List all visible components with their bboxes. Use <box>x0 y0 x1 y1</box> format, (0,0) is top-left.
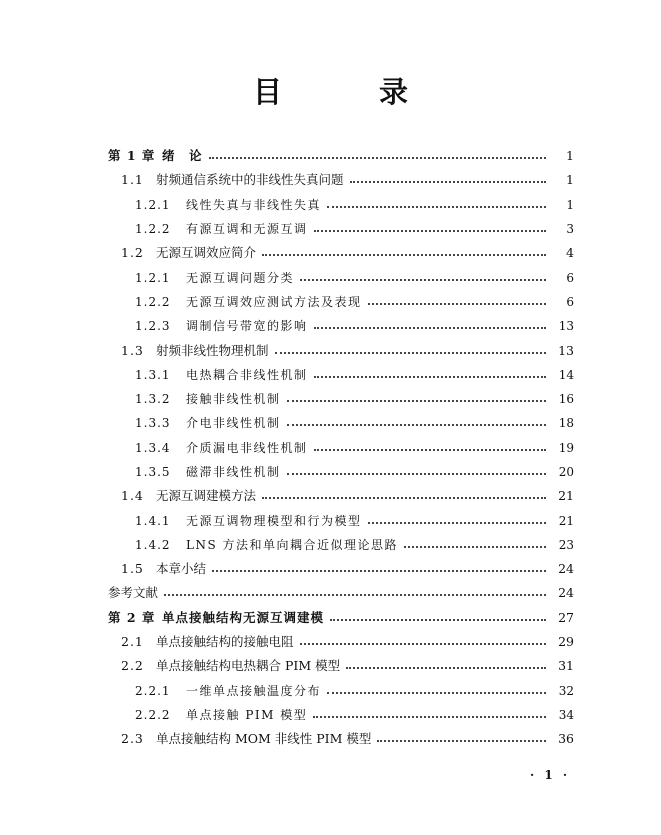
toc-entry-title: 单点接触结构 MOM 非线性 PIM 模型 <box>156 731 372 747</box>
toc-leader-dots <box>209 145 546 159</box>
toc-entry-page: 19 <box>558 440 574 455</box>
toc-entry-title: 无源互调物理模型和行为模型 <box>186 513 362 528</box>
toc-entry-page: 13 <box>558 342 574 358</box>
toc-entry[interactable] <box>108 581 574 605</box>
toc-entry[interactable] <box>108 168 574 192</box>
toc-entry[interactable] <box>108 630 574 654</box>
table-of-contents <box>108 144 574 751</box>
toc-entry-title: 一维单点接触温度分布 <box>186 683 322 698</box>
toc-entry-page: 3 <box>566 222 574 237</box>
toc-entry[interactable] <box>108 411 574 435</box>
toc-entry[interactable] <box>108 193 574 217</box>
toc-entry-title: 参考文献 <box>108 585 159 601</box>
toc-entry[interactable] <box>108 703 574 727</box>
toc-entry[interactable] <box>108 144 574 168</box>
toc-leader-dots <box>330 607 546 621</box>
toc-entry-number: 1.4 <box>121 488 144 504</box>
toc-entry-title: 无源互调建模方法 <box>156 488 257 504</box>
toc-entry[interactable] <box>108 387 574 411</box>
toc-entry-title: 绪 论 <box>162 148 203 164</box>
toc-entry[interactable] <box>108 533 574 557</box>
toc-entry-number: 2.1 <box>121 634 144 650</box>
toc-entry-title: 介质漏电非线性机制 <box>186 440 308 455</box>
toc-entry-page: 23 <box>558 537 574 552</box>
toc-entry-page: 32 <box>558 683 574 698</box>
toc-entry-number: 1.3.5 <box>135 465 171 479</box>
toc-entry-number: 1.3 <box>121 342 144 358</box>
toc-entry-page: 6 <box>566 270 574 285</box>
toc-entry-number: 1.2.1 <box>135 270 171 285</box>
toc-leader-dots <box>287 412 546 426</box>
toc-entry-page: 24 <box>558 561 574 577</box>
toc-entry-page: 36 <box>558 731 574 747</box>
toc-leader-dots <box>368 291 546 305</box>
toc-entry-page: 18 <box>558 416 574 431</box>
toc-leader-dots <box>287 461 546 475</box>
toc-entry-number: 1.2.2 <box>135 222 171 237</box>
toc-entry-number: 1.1 <box>121 172 144 188</box>
toc-leader-dots <box>327 680 546 694</box>
toc-leader-dots <box>300 631 546 645</box>
toc-entry[interactable] <box>108 314 574 338</box>
page-number: · 1 · <box>530 768 571 782</box>
toc-entry-title: 射频非线性物理机制 <box>156 342 269 358</box>
toc-entry-number: 2.2 <box>121 658 144 674</box>
toc-entry[interactable] <box>108 265 574 289</box>
toc-leader-dots <box>300 267 546 281</box>
toc-entry-number: 2.3 <box>121 731 144 747</box>
toc-entry-number: 第 1 章 <box>108 148 156 164</box>
toc-entry[interactable] <box>108 241 574 265</box>
toc-entry-title: 介电非线性机制 <box>186 416 281 431</box>
toc-entry-page: 21 <box>558 488 574 504</box>
toc-entry-title: 无源互调效应简介 <box>156 245 257 261</box>
toc-entry[interactable] <box>108 290 574 314</box>
toc-entry-page: 4 <box>566 245 574 261</box>
toc-leader-dots <box>262 485 546 499</box>
toc-leader-dots <box>275 340 546 354</box>
toc-entry-page: 1 <box>566 172 574 188</box>
toc-entry[interactable] <box>108 217 574 241</box>
toc-entry-page: 20 <box>558 465 574 479</box>
toc-entry[interactable] <box>108 338 574 362</box>
toc-entry-title: 单点接触结构无源互调建模 <box>162 609 325 625</box>
toc-entry-title: 本章小结 <box>156 561 207 577</box>
toc-entry-title: 无源互调效应测试方法及表现 <box>186 294 362 309</box>
toc-entry-number: 2.2.2 <box>135 707 171 722</box>
toc-entry-number: 1.3.3 <box>135 416 171 431</box>
toc-entry-title: 磁滞非线性机制 <box>186 465 281 479</box>
toc-entry-page: 13 <box>558 319 574 334</box>
toc-entry-title: 电热耦合非线性机制 <box>186 367 308 382</box>
toc-entry[interactable] <box>108 460 574 484</box>
toc-entry[interactable] <box>108 436 574 460</box>
toc-entry-page: 34 <box>558 707 574 722</box>
toc-entry-title: 无源互调问题分类 <box>186 270 295 285</box>
toc-entry-number: 1.2 <box>121 245 144 261</box>
toc-entry[interactable] <box>108 484 574 508</box>
toc-entry-title: LNS 方法和单向耦合近似理论思路 <box>186 537 399 552</box>
toc-entry-title: 有源互调和无源互调 <box>186 222 308 237</box>
toc-entry-title: 单点接触结构的接触电阻 <box>156 634 294 650</box>
toc-entry-page: 31 <box>558 658 574 674</box>
toc-entry-page: 1 <box>566 148 574 164</box>
toc-leader-dots <box>212 558 546 572</box>
toc-leader-dots <box>404 534 546 548</box>
toc-leader-dots <box>164 582 546 596</box>
toc-entry-number: 1.3.2 <box>135 392 171 407</box>
toc-entry[interactable] <box>108 606 574 630</box>
toc-leader-dots <box>346 655 546 669</box>
toc-leader-dots <box>350 169 546 183</box>
toc-entry[interactable] <box>108 727 574 751</box>
toc-entry-page: 27 <box>558 609 574 625</box>
toc-leader-dots <box>314 218 546 232</box>
toc-entry[interactable] <box>108 508 574 532</box>
toc-entry-page: 29 <box>558 634 574 650</box>
toc-entry-number: 1.2.1 <box>135 197 171 212</box>
toc-entry-number: 1.2.3 <box>135 319 171 334</box>
toc-entry-number: 第 2 章 <box>108 609 156 625</box>
toc-entry-number: 1.4.2 <box>135 537 171 552</box>
toc-entry[interactable] <box>108 363 574 387</box>
toc-entry[interactable] <box>108 557 574 581</box>
toc-entry-page: 24 <box>558 585 574 601</box>
toc-entry-page: 14 <box>558 367 574 382</box>
toc-entry-number: 1.4.1 <box>135 513 171 528</box>
toc-entry-title: 单点接触 PIM 模型 <box>186 707 308 722</box>
toc-leader-dots <box>262 242 546 256</box>
toc-entry-title: 调制信号带宽的影响 <box>186 319 308 334</box>
toc-entry-page: 6 <box>566 294 574 309</box>
toc-entry-title: 射频通信系统中的非线性失真问题 <box>156 172 344 188</box>
toc-entry-number: 1.3.4 <box>135 440 171 455</box>
toc-leader-dots <box>377 728 546 742</box>
toc-leader-dots <box>314 364 546 378</box>
toc-entry-title: 线性失真与非线性失真 <box>186 197 322 212</box>
toc-leader-dots <box>313 704 546 718</box>
toc-leader-dots <box>314 315 546 329</box>
toc-entry[interactable] <box>108 654 574 678</box>
toc-leader-dots <box>327 194 546 208</box>
toc-entry-number: 1.5 <box>121 561 144 577</box>
toc-entry-title: 单点接触结构电热耦合 PIM 模型 <box>156 658 341 674</box>
toc-leader-dots <box>368 510 546 524</box>
toc-entry-number: 1.3.1 <box>135 367 171 382</box>
toc-entry-page: 16 <box>558 392 574 407</box>
toc-entry[interactable] <box>108 679 574 703</box>
toc-entry-page: 1 <box>566 197 574 212</box>
toc-entry-number: 1.2.2 <box>135 294 171 309</box>
toc-leader-dots <box>287 388 546 402</box>
toc-entry-title: 接触非线性机制 <box>186 392 281 407</box>
toc-entry-number: 2.2.1 <box>135 683 171 698</box>
toc-entry-page: 21 <box>558 513 574 528</box>
toc-leader-dots <box>314 437 546 451</box>
page-title: 目 录 <box>252 75 442 109</box>
